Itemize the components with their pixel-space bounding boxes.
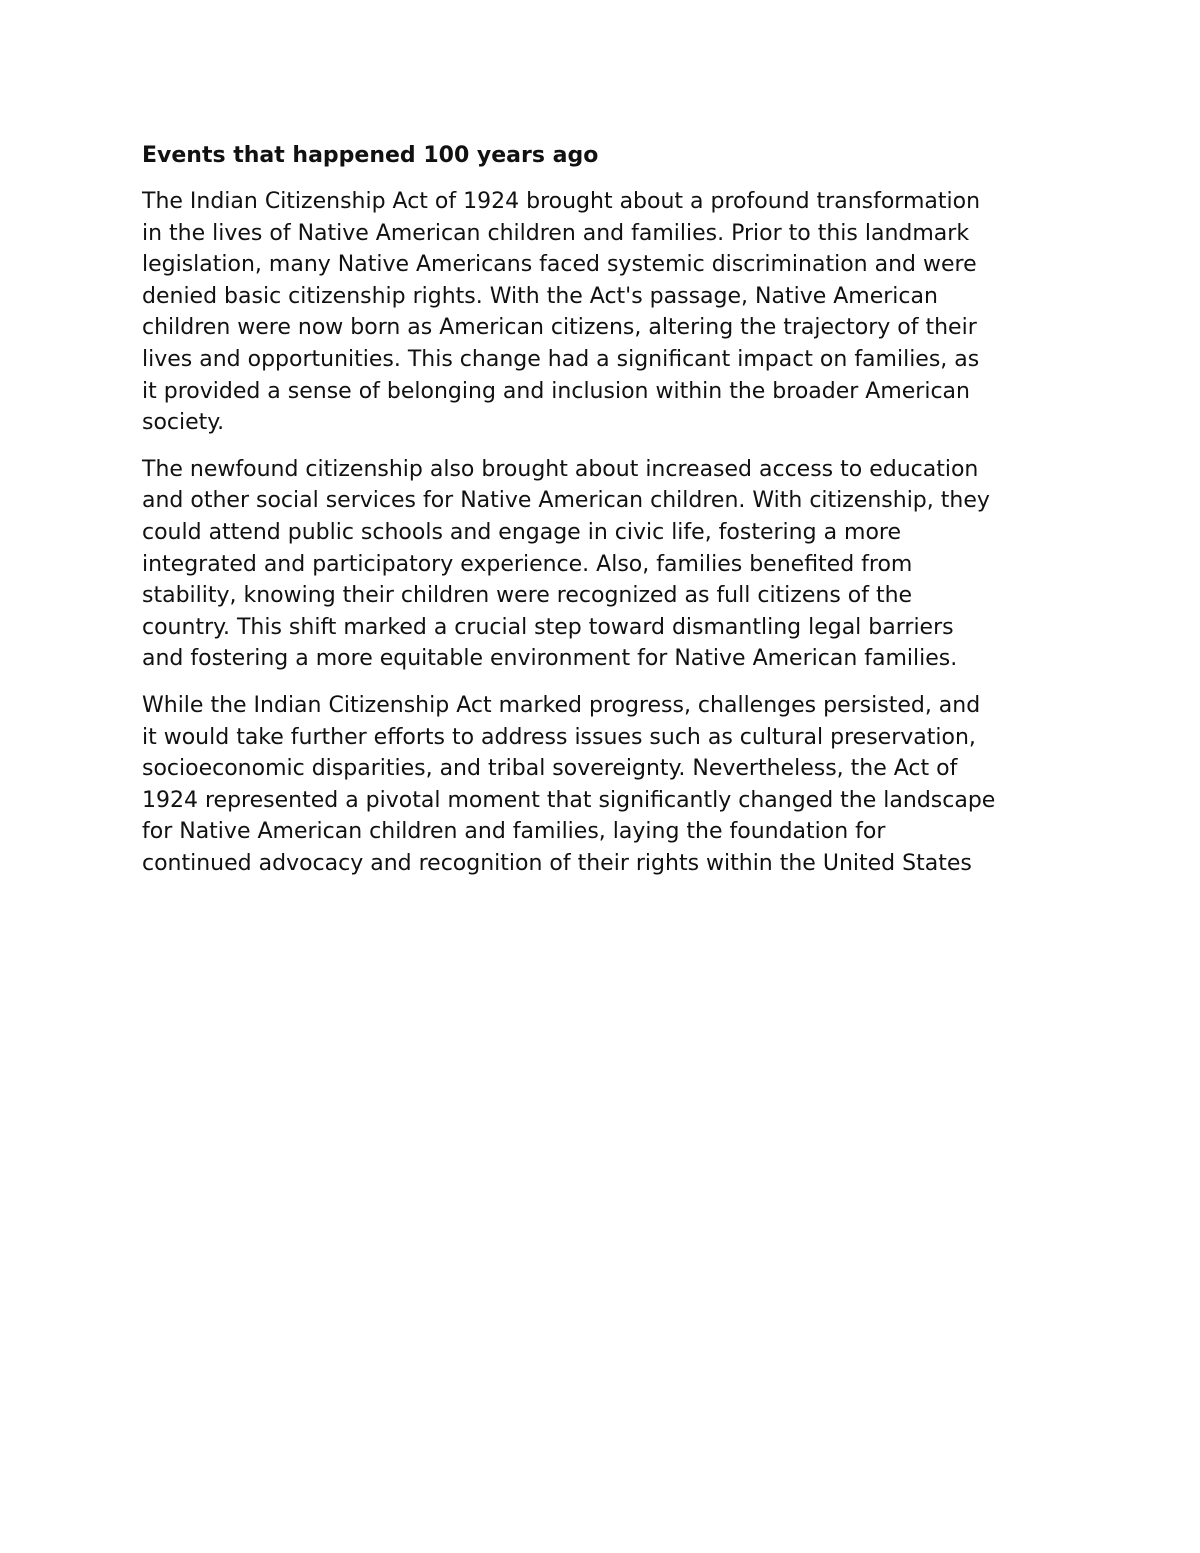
paragraph-line: it would take further efforts to address issues such as cultural preservation, bbox=[142, 724, 976, 750]
paragraph-line: lives and opportunities. This change had a significant impact on families, as bbox=[142, 346, 980, 372]
paragraph-line: for Native American children and families, laying the foundation for bbox=[142, 819, 886, 845]
paragraph-line: The newfound citizenship also brought about increased access to education bbox=[142, 456, 979, 482]
paragraph-line: could attend public schools and engage in civic life, fostering a more bbox=[142, 519, 902, 545]
paragraph-line: children were now born as American citizens, altering the trajectory of their bbox=[142, 315, 977, 341]
paragraph-line: While the Indian Citizenship Act marked progress, challenges persisted, and bbox=[142, 692, 981, 718]
paragraph-1 bbox=[142, 186, 1082, 439]
paragraph-2 bbox=[142, 454, 1082, 675]
paragraph-line: continued advocacy and recognition of their rights within the United States bbox=[142, 850, 972, 876]
paragraph-line: in the lives of Native American children and families. Prior to this landmark bbox=[142, 220, 970, 246]
paragraph-line: integrated and participatory experience. Also, families benefited from bbox=[142, 551, 913, 577]
paragraph-line: stability, knowing their children were recognized as full citizens of the bbox=[142, 583, 913, 609]
document-title: Events that happened 100 years ago bbox=[142, 143, 599, 168]
paragraph-line: society. bbox=[142, 410, 225, 436]
paragraph-line: and other social services for Native American children. With citizenship, they bbox=[142, 488, 990, 514]
paragraph-line: and fostering a more equitable environment for Native American families. bbox=[142, 646, 958, 672]
paragraph-3 bbox=[142, 690, 1082, 880]
paragraph-line: socioeconomic disparities, and tribal sovereignty. Nevertheless, the Act of bbox=[142, 756, 958, 782]
paragraph-line: it provided a sense of belonging and inclusion within the broader American bbox=[142, 378, 970, 404]
paragraph-line: country. This shift marked a crucial step toward dismantling legal barriers bbox=[142, 614, 954, 640]
document-body bbox=[142, 140, 1082, 894]
paragraph-line: denied basic citizenship rights. With the Act's passage, Native American bbox=[142, 283, 938, 309]
paragraph-line: legislation, many Native Americans faced systemic discrimination and were bbox=[142, 252, 977, 278]
paragraph-line: 1924 represented a pivotal moment that significantly changed the landscape bbox=[142, 787, 996, 813]
paragraph-line: The Indian Citizenship Act of 1924 brought about a profound transformation bbox=[142, 189, 981, 214]
